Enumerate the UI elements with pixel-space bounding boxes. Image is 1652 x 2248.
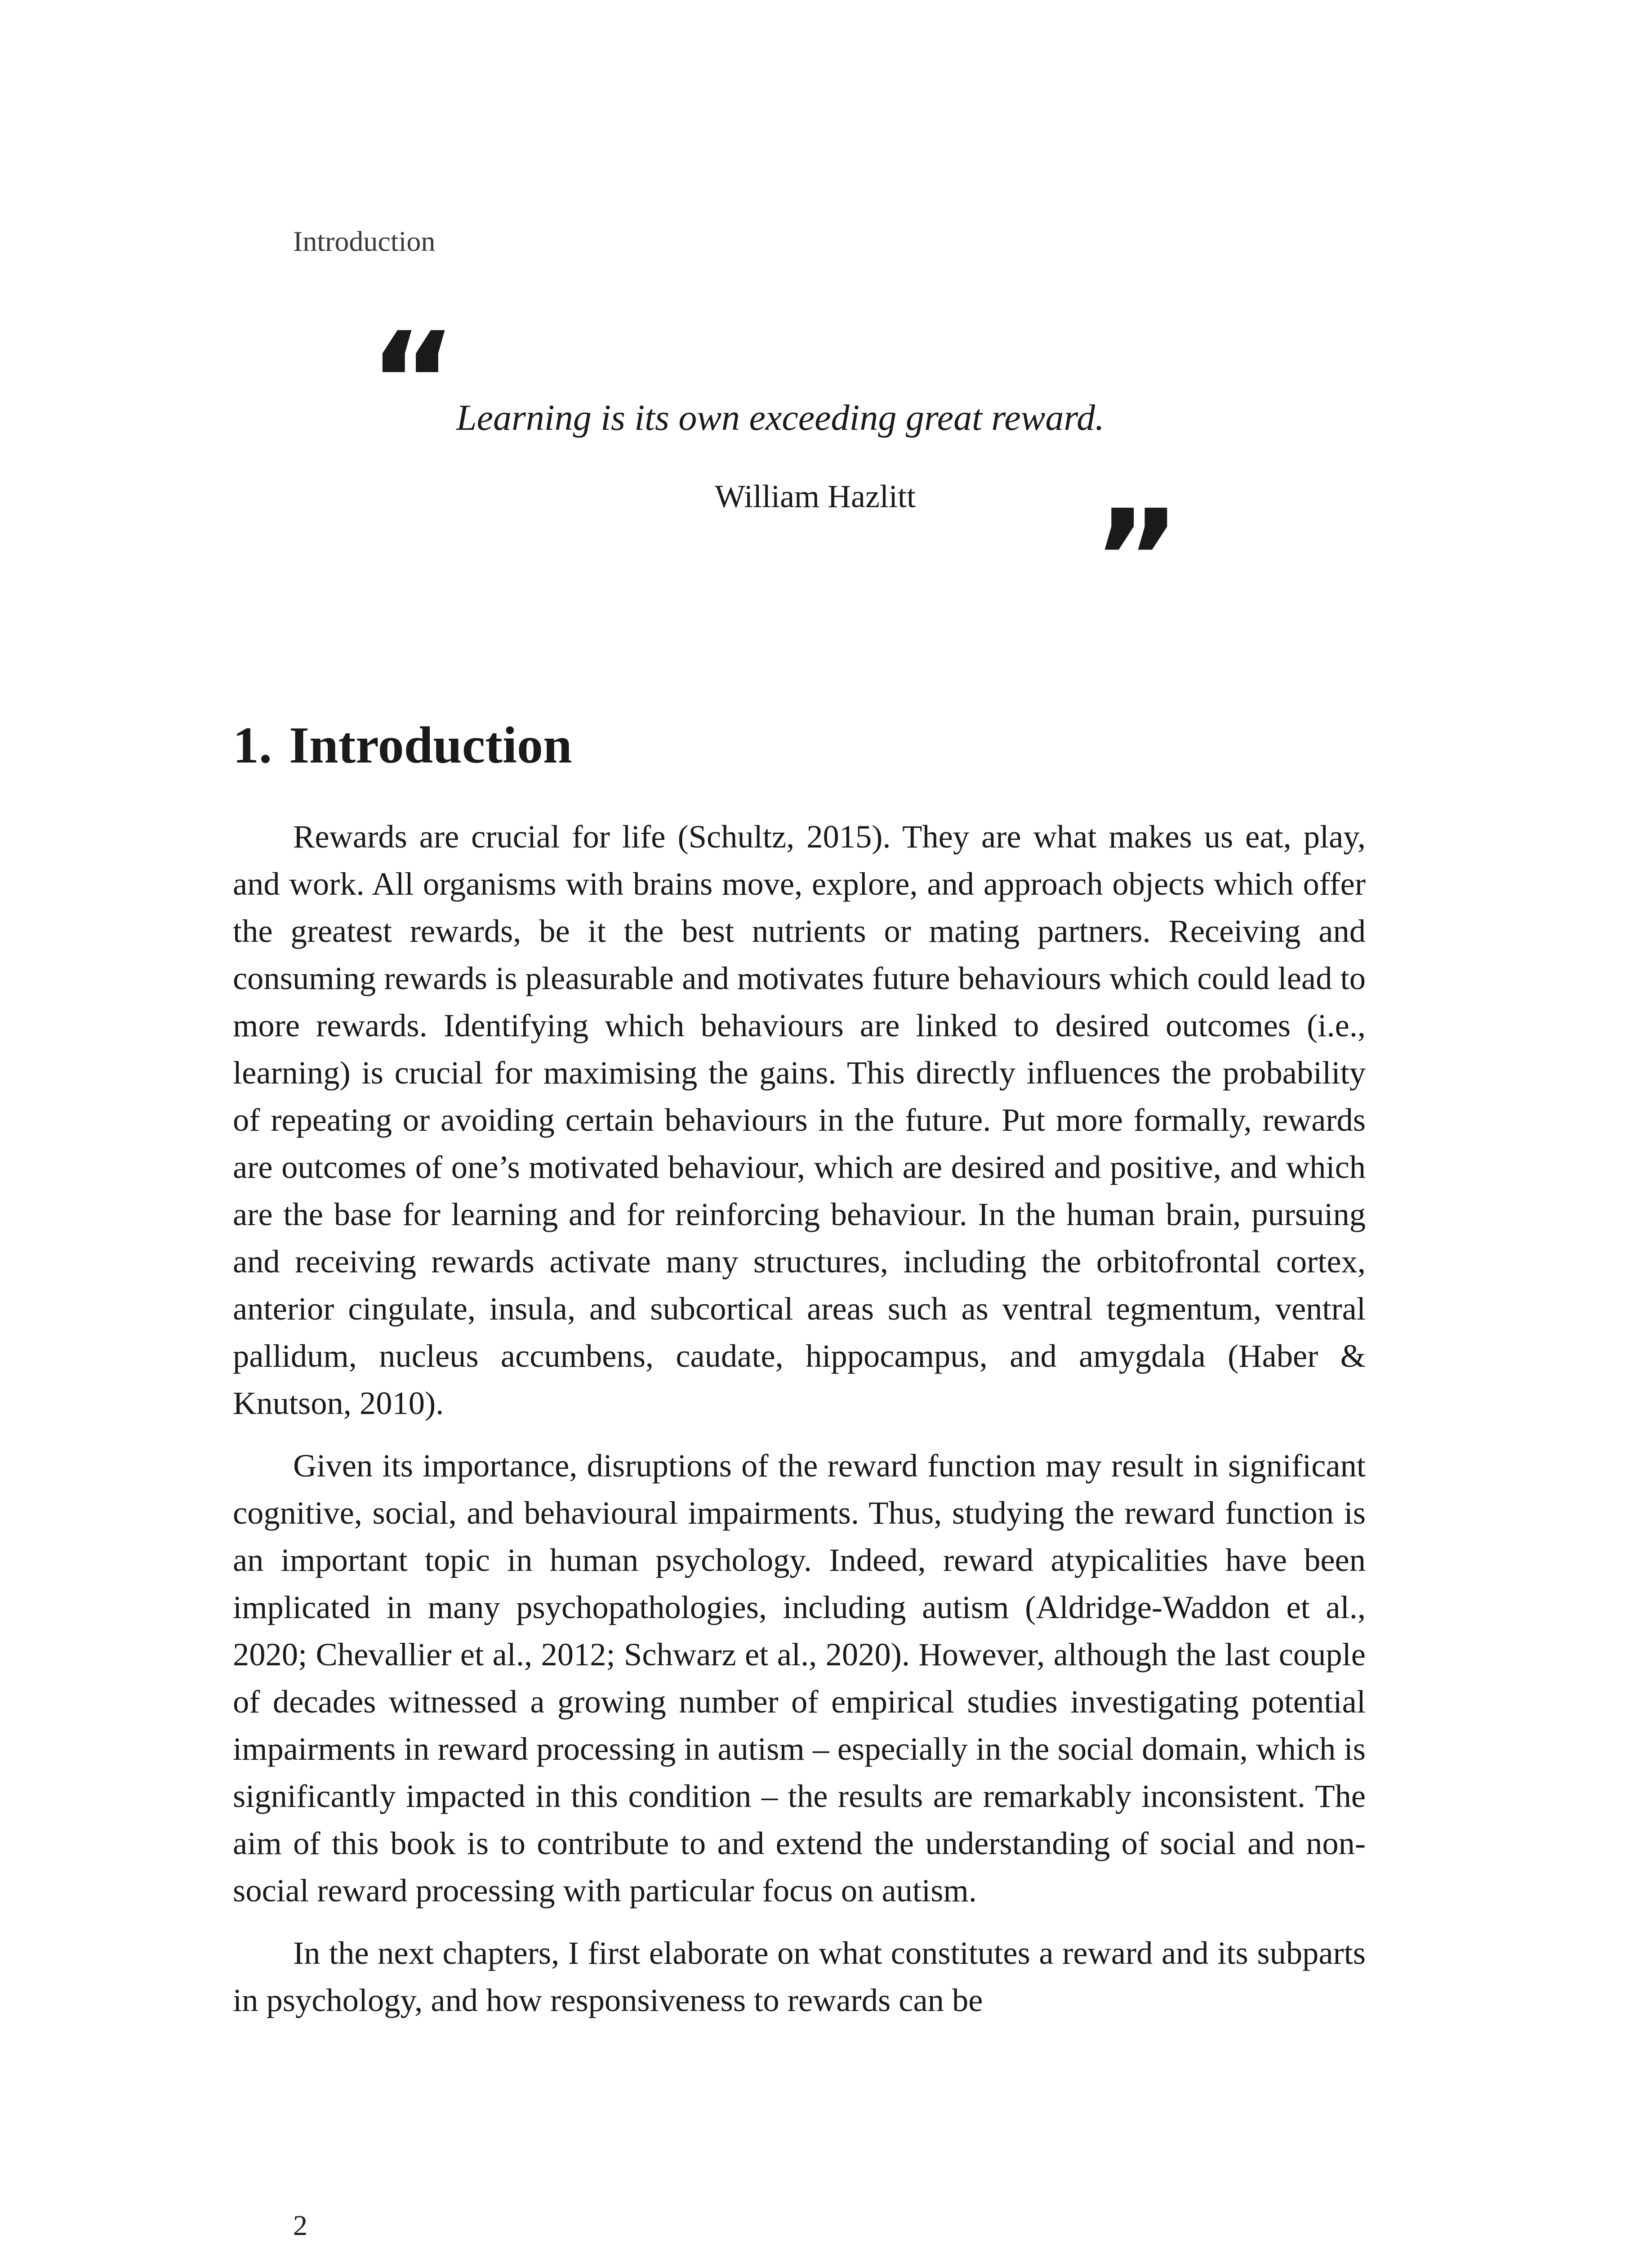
- body-text: [233, 813, 1366, 2039]
- epigraph-author: William Hazlitt: [715, 478, 916, 514]
- open-quote-icon: “: [369, 303, 458, 460]
- paragraph: Rewards are crucial for life (Schultz, 2015). They are what makes us eat, play, and work. All organisms with brains move, explore, and approach objects which offer the greatest rewards, be it the best nutrients or mating partners. Receiving and consuming rewards is pleasurable and motivates future behaviours which could lead to more rewards. Identifying which behaviours are linked to desired outcomes (i.e., learning) is crucial for maximising the gains. This directly influences the probability of repeating or avoiding certain behaviours in the future. Put more formally, rewards are outcomes of one’s motivated behaviour, which are desired and positive, and which are the base for learning and for reinforcing behaviour. In the human brain, pursuing and receiving rewards activate many structures, including the orbitofrontal cortex, anterior cingulate, insula, and subcortical areas such as ventral tegmentum, ventral pallidum, nucleus accumbens, caudate, hippocampus, and amygdala (Haber & Knutson, 2010).: [233, 818, 1366, 1421]
- epigraph-quote: Learning is its own exceeding great reward.: [456, 397, 1104, 438]
- running-header: Introduction: [293, 225, 436, 257]
- page-number: 2: [293, 2209, 307, 2241]
- close-quote-icon: ”: [1092, 481, 1181, 638]
- paragraph: In the next chapters, I first elaborate on what constitutes a reward and its subparts in psychology, and how responsiveness to rewards can be: [233, 1935, 1366, 2018]
- chapter-number: 1.: [233, 717, 272, 774]
- chapter-title: Introduction: [289, 717, 572, 774]
- paragraph: Given its importance, disruptions of the reward function may result in significant cognitive, social, and behavioural impairments. Thus, studying the reward function is an important topic in human psychology. Indeed, reward atypicalities have been implicated in many psychopathologies, including autism (Aldridge-Waddon et al., 2020; Chevallier et al., 2012; Schwarz et al., 2020). However, although the last couple of decades witnessed a growing number of empirical studies investigating potential impairments in reward processing in autism – especially in the social domain, which is significantly impacted in this condition – the results are remarkably inconsistent. The aim of this book is to contribute to and extend the understanding of social and non-social reward processing with particular focus on autism.: [233, 1447, 1366, 1909]
- chapter-heading: [233, 719, 572, 772]
